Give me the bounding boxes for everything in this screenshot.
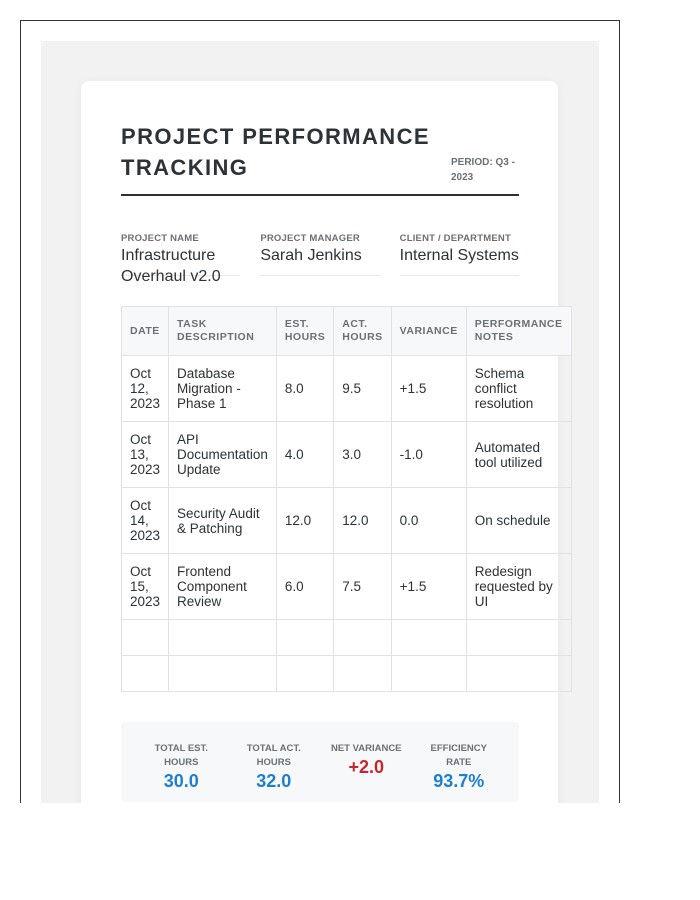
cell-date[interactable]: Oct 14, 2023	[122, 488, 169, 554]
stat-label: EFFICIENCY RATE	[430, 743, 487, 768]
cell-date[interactable]: Oct 13, 2023	[122, 422, 169, 488]
cell-notes[interactable]	[466, 656, 571, 692]
cell-variance[interactable]: -1.0	[391, 422, 466, 488]
document-title: PROJECT PERFORMANCE TRACKING	[121, 124, 430, 180]
col-header-notes: PERFORMANCE NOTES	[466, 307, 571, 356]
cell-est-hours[interactable]	[276, 620, 333, 656]
table-row	[122, 356, 572, 422]
cell-variance[interactable]: 0.0	[391, 488, 466, 554]
cell-task[interactable]: Frontend Component Review	[169, 554, 277, 620]
cell-est-hours[interactable]: 8.0	[276, 356, 333, 422]
table-row	[122, 554, 572, 620]
cell-act-hours[interactable]: 9.5	[334, 356, 391, 422]
table-row	[122, 488, 572, 554]
table-header-row	[122, 307, 572, 356]
document-viewport	[20, 20, 620, 803]
project-name-field[interactable]	[121, 233, 240, 285]
client-department-label: CLIENT / DEPARTMENT	[399, 233, 511, 244]
cell-task[interactable]: Database Migration - Phase 1	[169, 356, 277, 422]
stat-total-act-hours	[234, 722, 314, 802]
client-department-value: Internal Systems	[399, 247, 519, 264]
col-header-variance: VARIANCE	[391, 307, 466, 356]
col-header-act-hours: ACT. HOURS	[334, 307, 391, 356]
period-label: PERIOD: Q3 - 2023	[451, 157, 515, 183]
cell-variance[interactable]: +1.5	[391, 356, 466, 422]
cell-date[interactable]	[122, 656, 169, 692]
tracking-sheet-card	[81, 81, 563, 803]
col-header-date: DATE	[122, 307, 169, 356]
cell-task[interactable]	[169, 656, 277, 692]
summary-panel	[121, 722, 519, 802]
project-name-value: Infrastructure Overhaul v2.0	[121, 247, 221, 285]
task-table	[121, 306, 572, 692]
cell-date[interactable]: Oct 15, 2023	[122, 554, 169, 620]
cell-date[interactable]	[122, 620, 169, 656]
cell-notes[interactable]: On schedule	[466, 488, 571, 554]
col-header-task: TASK DESCRIPTION	[169, 307, 277, 356]
cell-act-hours[interactable]: 3.0	[334, 422, 391, 488]
document-header	[121, 121, 519, 196]
page-background	[41, 41, 599, 803]
project-name-label: PROJECT NAME	[121, 233, 199, 244]
empty-table-row	[122, 656, 572, 692]
cell-act-hours[interactable]	[334, 620, 391, 656]
project-manager-label: PROJECT MANAGER	[260, 233, 360, 244]
cell-est-hours[interactable]: 12.0	[276, 488, 333, 554]
cell-variance[interactable]	[391, 656, 466, 692]
client-department-field[interactable]	[400, 233, 519, 276]
stat-value: 32.0	[256, 771, 292, 791]
stat-label: NET VARIANCE	[330, 743, 402, 754]
cell-act-hours[interactable]	[334, 656, 391, 692]
stat-value: 30.0	[163, 771, 199, 791]
cell-task[interactable]	[169, 620, 277, 656]
cell-date[interactable]: Oct 12, 2023	[122, 356, 169, 422]
project-manager-value: Sarah Jenkins	[260, 247, 362, 264]
cell-notes[interactable]: Schema conflict resolution	[466, 356, 571, 422]
cell-task[interactable]: Security Audit & Patching	[169, 488, 277, 554]
cell-notes[interactable]: Redesign requested by UI	[466, 554, 571, 620]
cell-notes[interactable]	[466, 620, 571, 656]
col-header-est-hours: EST. HOURS	[276, 307, 333, 356]
stat-efficiency-rate	[419, 722, 499, 802]
cell-task[interactable]: API Documentation Update	[169, 422, 277, 488]
cell-est-hours[interactable]	[276, 656, 333, 692]
cell-est-hours[interactable]: 4.0	[276, 422, 333, 488]
stat-label: TOTAL ACT. HOURS	[246, 743, 301, 768]
empty-table-row	[122, 620, 572, 656]
stat-total-est-hours	[141, 722, 221, 802]
cell-variance[interactable]	[391, 620, 466, 656]
cell-est-hours[interactable]: 6.0	[276, 554, 333, 620]
stat-net-variance	[326, 722, 406, 802]
project-meta	[121, 233, 519, 285]
table-row	[122, 422, 572, 488]
stat-value: +2.0	[348, 757, 385, 777]
cell-act-hours[interactable]: 7.5	[334, 554, 391, 620]
cell-act-hours[interactable]: 12.0	[334, 488, 391, 554]
stat-value: 93.7%	[433, 771, 485, 791]
cell-variance[interactable]: +1.5	[391, 554, 466, 620]
project-manager-field[interactable]	[260, 233, 379, 276]
stat-label: TOTAL EST. HOURS	[154, 743, 208, 768]
cell-notes[interactable]: Automated tool utilized	[466, 422, 571, 488]
